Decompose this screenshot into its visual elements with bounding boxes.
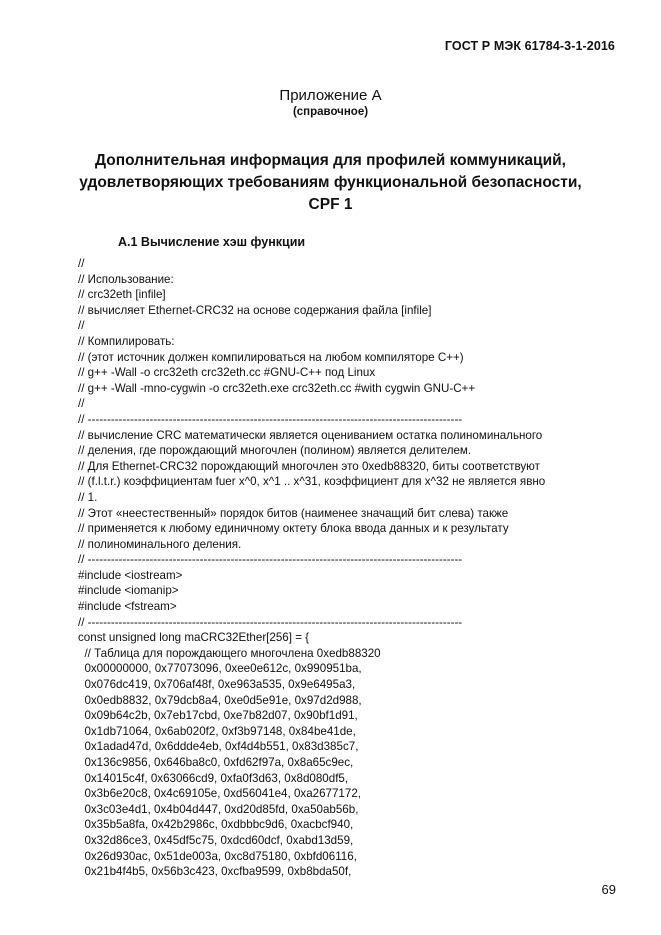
code-line: // полиноминального деления. <box>78 537 242 551</box>
code-line: 0x0edb8832, 0x79dcb8a4, 0xe0d5e91e, 0x97d2d988, <box>78 693 362 707</box>
code-line: 0x1db71064, 0x6ab020f2, 0xf3b97148, 0x84be41de, <box>78 724 356 738</box>
code-line: 0x14015c4f, 0x63066cd9, 0xfa0f3d63, 0x8d080df5, <box>78 771 349 785</box>
code-line: // Таблица для порождающего многочлена 0xedb88320 <box>78 646 381 660</box>
code-line: const unsigned long maCRC32Ether[256] = { <box>78 631 310 645</box>
code-line: // g++ -Wall -o crc32eth crc32eth.cc #GNU-C++ под Linux <box>78 366 376 380</box>
code-line: // Использование: <box>78 272 174 286</box>
code-line: #include <iostream> <box>78 568 183 582</box>
code-line: // Для Ethernet-CRC32 порождающий многочлен это 0xedb88320, биты соответствуют <box>78 459 540 473</box>
code-line: // (f.l.t.r.) коэффициентам fuer x^0, x^1 .. x^31, коэффициент для x^32 не является явно <box>78 475 546 489</box>
main-title-line: CPF 1 <box>308 196 353 213</box>
code-line: // crc32eth [infile] <box>78 288 166 302</box>
code-line: // вычисление CRC математически является оцениванием остатка полиноминального <box>78 428 543 442</box>
code-line: // ------------------------------------------------------------------------------------------------- <box>78 615 463 629</box>
code-line: // ------------------------------------------------------------------------------------------------- <box>78 412 463 426</box>
code-listing <box>78 256 638 880</box>
code-line: // 1. <box>78 490 98 504</box>
main-title <box>40 150 621 216</box>
code-line: 0x136c9856, 0x646ba8c0, 0xfd62f97a, 0x8a65c9ec, <box>78 756 354 769</box>
page-number: 69 <box>601 882 616 897</box>
code-line: // g++ -Wall -mno-cygwin -o crc32eth.exe crc32eth.cc #with cygwin GNU-C++ <box>78 381 476 395</box>
main-title-line: удовлетворяющих требованиям функциональной безопасности, <box>79 174 582 191</box>
code-line: #include <iomanip> <box>78 584 179 598</box>
standard-header: ГОСТ Р МЭК 61784-3-1-2016 <box>444 39 615 53</box>
code-line: 0x35b5a8fa, 0x42b2986c, 0xdbbbc9d6, 0xacbcf940, <box>78 818 354 832</box>
code-line: 0x21b4f4b5, 0x56b3c423, 0xcfba9599, 0xb8bda50f, <box>78 865 352 879</box>
code-line: // Компилировать: <box>78 334 175 348</box>
code-line: #include <fstream> <box>78 600 177 614</box>
section-heading: А.1 Вычисление хэш функции <box>118 235 306 249</box>
code-line: // (этот источник должен компилироваться на любом компиляторе C++) <box>78 350 464 364</box>
code-line: // вычисляет Ethernet-CRC32 на основе содержания файла [infile] <box>78 303 432 317</box>
code-line: // ------------------------------------------------------------------------------------------------- <box>78 553 463 567</box>
code-line: // деления, где порождающий многочлен (полином) является делителем. <box>78 444 472 458</box>
appendix-subtitle: (справочное) <box>292 106 369 118</box>
code-line: // <box>78 257 85 270</box>
main-title-line: Дополнительная информация для профилей коммуникаций, <box>95 152 566 169</box>
code-line: 0x3c03e4d1, 0x4b04d447, 0xd20d85fd, 0xa50ab56b, <box>78 802 359 816</box>
code-line: // Этот «неестественный» порядок битов (наименее значащий бит слева) также <box>78 506 509 520</box>
code-line: 0x1adad47d, 0x6ddde4eb, 0xf4d4b551, 0x83d385c7, <box>78 740 359 754</box>
code-line: 0x00000000, 0x77073096, 0xee0e612c, 0x990951ba, <box>78 662 362 676</box>
code-line: 0x26d930ac, 0x51de003a, 0xc8d75180, 0xbfd06116, <box>78 849 357 863</box>
code-line: // <box>78 397 85 411</box>
appendix-title: Приложение А <box>279 87 382 104</box>
code-line: 0x076dc419, 0x706af48f, 0xe963a535, 0x9e6495a3, <box>78 678 356 692</box>
code-line: // <box>78 319 85 333</box>
code-line: 0x32d86ce3, 0x45df5c75, 0xdcd60dcf, 0xabd13d59, <box>78 833 354 847</box>
code-line: 0x3b6e20c8, 0x4c69105e, 0xd56041e4, 0xa2677172, <box>78 787 361 801</box>
code-line: 0x09b64c2b, 0x7eb17cbd, 0xe7b82d07, 0x90bf1d91, <box>78 709 358 723</box>
code-line: // применяется к любому единичному октету блока ввода данных и к результату <box>78 522 509 536</box>
